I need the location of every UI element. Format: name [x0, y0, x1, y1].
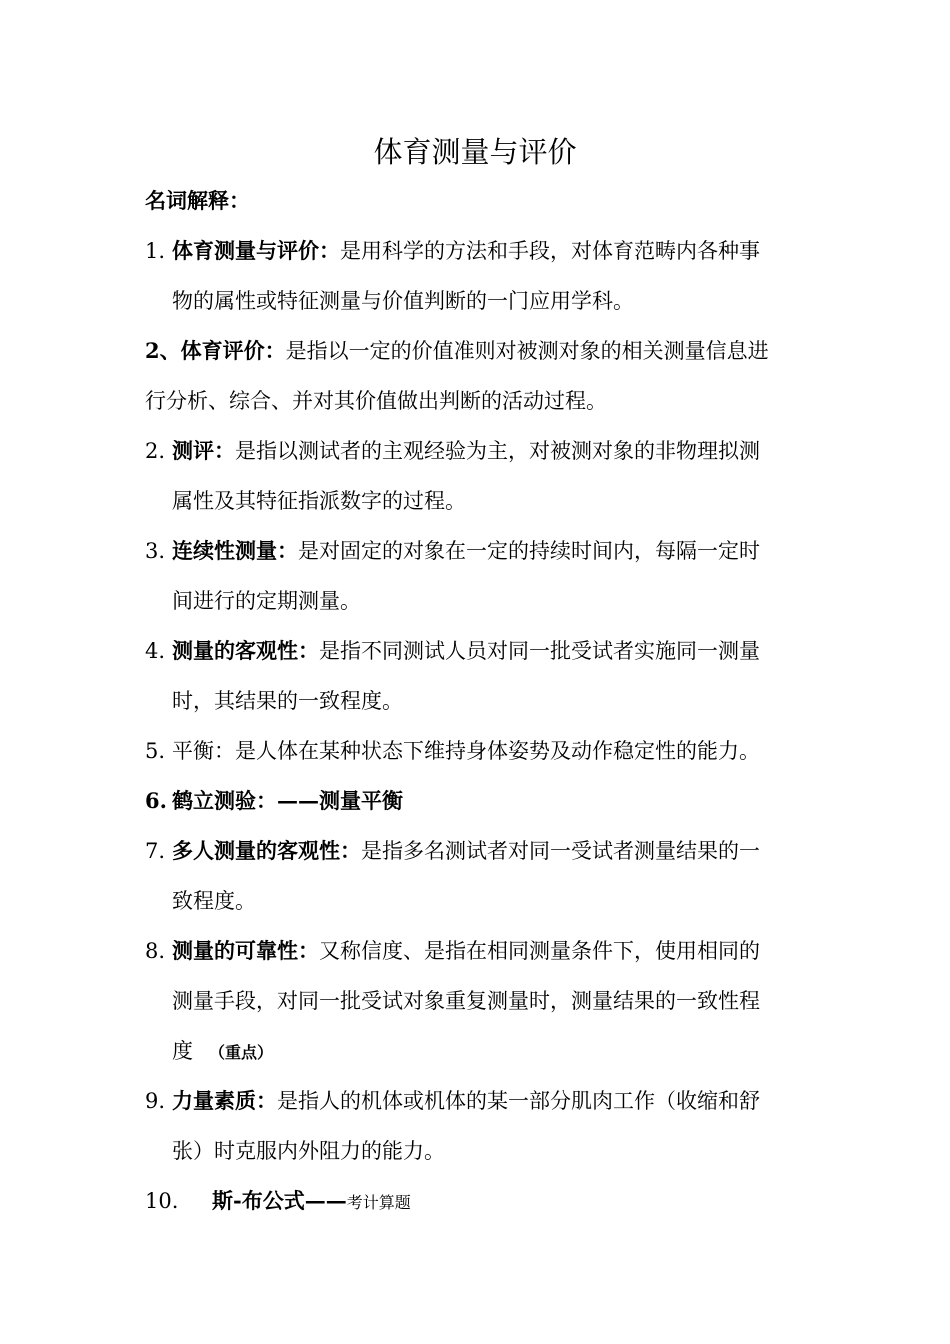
item-text: 是指以一定的价值准则对被测对象的相关测量信息进	[285, 339, 769, 363]
item-term: 体育测量与评价：	[172, 238, 340, 263]
item-text-continuation: 度 （重点）	[172, 1039, 274, 1063]
item-term: 测量的可靠性：	[172, 938, 319, 963]
list-item	[145, 336, 769, 366]
item-number: 8.	[145, 939, 166, 963]
item-text: 又称信度、是指在相同测量条件下，使用相同的	[319, 939, 760, 963]
item-text: 平衡：是人体在某种状态下维持身体姿势及动作稳定性的能力。	[172, 739, 760, 763]
item-text-continuation: 时，其结果的一致程度。	[172, 689, 403, 713]
item-text-continuation: 行分析、综合、并对其价值做出判断的活动过程。	[145, 389, 607, 413]
item-text-continuation: 张）时克服内外阻力的能力。	[172, 1139, 445, 1163]
list-item	[145, 536, 760, 566]
list-item	[145, 636, 760, 666]
item-note: （重点）	[209, 1043, 274, 1062]
list-item	[145, 936, 760, 966]
item-number: 4.	[145, 639, 166, 663]
list-item	[145, 786, 403, 816]
item-number: 5.	[145, 739, 166, 763]
item-term: 体育评价：	[180, 338, 286, 363]
item-number: 10.	[145, 1189, 179, 1213]
item-number: 2.	[145, 439, 166, 463]
item-text-continuation: 间进行的定期测量。	[172, 589, 361, 613]
item-text: 是用科学的方法和手段，对体育范畴内各种事	[340, 239, 760, 263]
item-term: 斯-布公式——	[212, 1188, 347, 1213]
item-number: 3.	[145, 539, 166, 563]
item-text-continuation: 物的属性或特征测量与价值判断的一门应用学科。	[172, 289, 634, 313]
item-number: 6.	[145, 788, 167, 813]
item-text-continuation: 致程度。	[172, 889, 256, 913]
item-number: 1.	[145, 239, 166, 263]
list-item	[145, 736, 760, 766]
item-text: 是指不同测试人员对同一批受试者实施同一测量	[319, 639, 760, 663]
section-heading: 名词解释：	[145, 188, 250, 213]
item-term: 鹤立测验：——测量平衡	[172, 788, 403, 813]
list-item	[145, 1086, 760, 1116]
item-number: 9.	[145, 1089, 166, 1113]
item-term: 测评：	[172, 438, 235, 463]
item-term: 多人测量的客观性：	[172, 838, 361, 863]
item-number: 7.	[145, 839, 166, 863]
list-item	[145, 236, 760, 266]
item-term: 连续性测量：	[172, 538, 298, 563]
item-text-continuation: 属性及其特征指派数字的过程。	[172, 489, 466, 513]
list-item	[145, 436, 760, 466]
item-text-continuation: 测量手段，对同一批受试对象重复测量时，测量结果的一致性程	[172, 989, 760, 1013]
item-text: 是指人的机体或机体的某一部分肌肉工作（收缩和舒	[277, 1089, 760, 1113]
item-term: 力量素质：	[172, 1088, 277, 1113]
item-note: 考计算题	[346, 1193, 411, 1212]
item-text: 是指以测试者的主观经验为主，对被测对象的非物理拟测	[235, 439, 760, 463]
item-number: 2、	[145, 338, 181, 363]
list-item	[145, 836, 760, 866]
item-term: 测量的客观性：	[172, 638, 319, 663]
item-text: 是对固定的对象在一定的持续时间内，每隔一定时	[298, 539, 760, 563]
page-title: 体育测量与评价	[373, 135, 577, 169]
list-item	[145, 1186, 411, 1218]
item-text: 是指多名测试者对同一受试者测量结果的一	[361, 839, 760, 863]
